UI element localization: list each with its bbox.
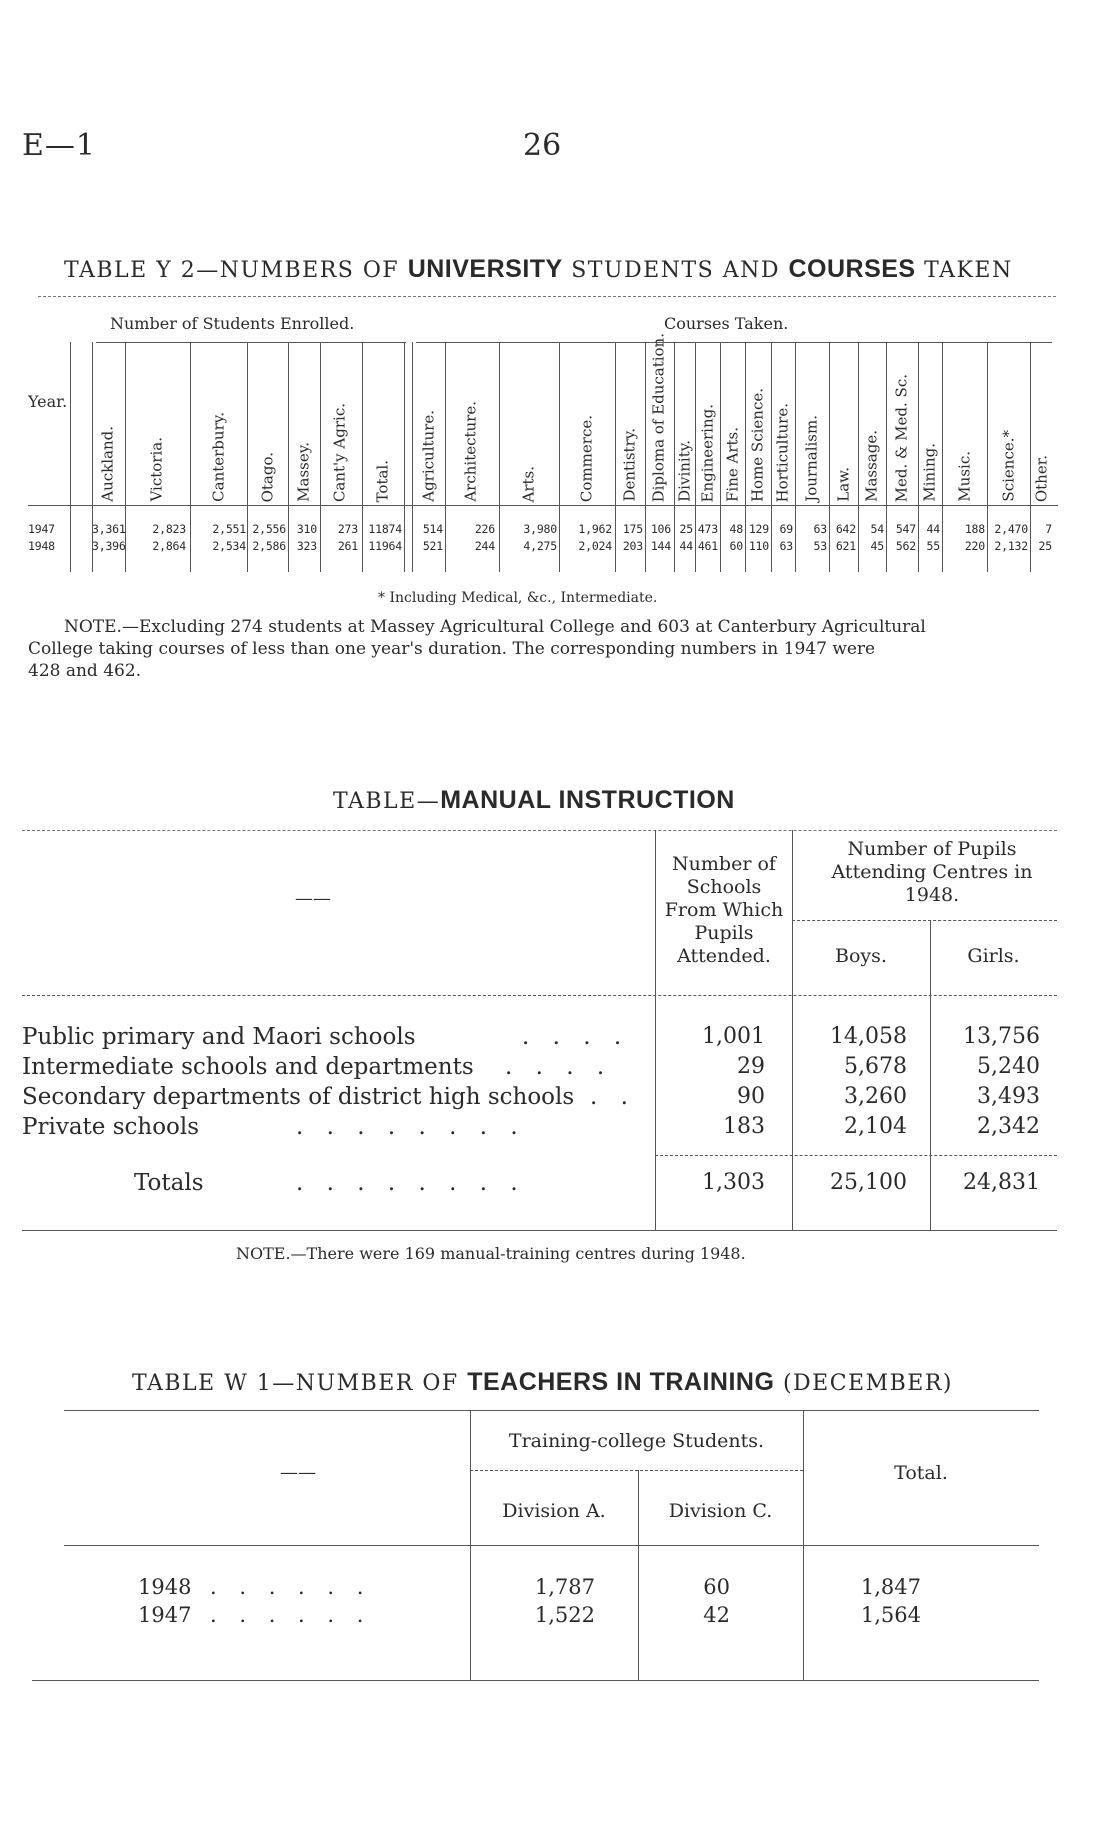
table-y2-course-cell: 461 bbox=[697, 539, 718, 553]
course-column-header bbox=[795, 342, 829, 502]
table-y2-course-cell: 7 bbox=[1045, 522, 1052, 536]
table-y2-course-cell: 175 bbox=[622, 522, 643, 536]
table-y2-course-cell: 4,275 bbox=[523, 539, 557, 553]
enrolled-column-header bbox=[190, 342, 248, 502]
table-y2-footnote: * Including Medical, &c., Intermediate. bbox=[378, 590, 658, 606]
course-column-header bbox=[886, 342, 918, 502]
table-y2-course-cell: 2,470 bbox=[994, 522, 1028, 536]
teachers-row-division-c: 60 bbox=[703, 1575, 730, 1599]
table-y2-course-cell: 25 bbox=[1038, 539, 1052, 553]
teachers-row-leader: . . . . . . bbox=[210, 1603, 372, 1627]
enrolled-column-label: Victoria. bbox=[147, 437, 165, 502]
table-y2-note bbox=[28, 616, 1068, 682]
table-y2-course-cell: 514 bbox=[422, 522, 443, 536]
course-column-header bbox=[858, 342, 886, 502]
table-y2-course-cell: 48 bbox=[729, 522, 743, 536]
enrolled-column-label: Auckland. bbox=[98, 426, 117, 502]
manual-col-boys: Boys. bbox=[835, 945, 887, 967]
table-y2-enrolled-cell: 11874 bbox=[368, 522, 402, 536]
enrolled-column-label: Cant'y Agric. bbox=[330, 402, 349, 502]
manual-title bbox=[333, 786, 735, 815]
manual-totals-boys: 25,100 bbox=[830, 1170, 907, 1195]
course-column-label: Architecture. bbox=[461, 401, 480, 502]
manual-row-girls: 5,240 bbox=[977, 1054, 1040, 1079]
table-y2-course-cell: 642 bbox=[835, 522, 856, 536]
table-y2-enrolled-cell: 11964 bbox=[368, 539, 402, 553]
table-y2-course-cell: 60 bbox=[729, 539, 743, 553]
table-y2-enrolled-cell: 323 bbox=[296, 539, 317, 553]
manual-row-schools: 29 bbox=[737, 1054, 765, 1079]
course-column-header bbox=[771, 342, 795, 502]
table-y2-course-cell: 473 bbox=[697, 522, 718, 536]
table-y2-note-line2: College taking courses of less than one year's duration. The corresponding numbers in 1947 were bbox=[28, 639, 876, 659]
table-y2-course-cell: 44 bbox=[679, 539, 693, 553]
teachers-col-a: Division A. bbox=[502, 1500, 606, 1522]
course-column-header bbox=[499, 342, 559, 502]
course-column-label: Divinity. bbox=[675, 440, 693, 502]
table-y2-course-cell: 1,962 bbox=[578, 522, 612, 536]
teachers-row-year: 1948 bbox=[138, 1575, 192, 1599]
course-column-label: Law. bbox=[834, 467, 852, 502]
course-column-header bbox=[987, 342, 1030, 502]
course-column-label: Journalism. bbox=[802, 415, 821, 502]
course-column-label: Commerce. bbox=[577, 414, 595, 502]
year-column-header: Year. bbox=[28, 392, 68, 411]
table-y2-course-cell: 25 bbox=[679, 522, 693, 536]
table-y2-course-cell: 129 bbox=[748, 522, 769, 536]
course-column-label: Diploma of Education. bbox=[649, 332, 668, 502]
teachers-title bbox=[132, 1368, 953, 1397]
enrolled-column-header bbox=[320, 342, 360, 502]
table-y2-course-cell: 521 bbox=[422, 539, 443, 553]
manual-row-schools: 183 bbox=[723, 1114, 765, 1139]
table-y2-note-line3: 428 and 462. bbox=[28, 661, 142, 681]
manual-totals-girls: 24,831 bbox=[963, 1170, 1040, 1195]
table-y2-course-cell: 547 bbox=[895, 522, 916, 536]
course-column-header bbox=[1030, 342, 1054, 502]
enrolled-column-header bbox=[125, 342, 188, 502]
course-column-label: Science.* bbox=[999, 430, 1017, 502]
table-y2-title-bold2: COURSES bbox=[788, 255, 916, 283]
table-y2-enrolled-cell: 3,361 bbox=[92, 522, 126, 536]
course-column-header bbox=[695, 342, 720, 502]
course-column-header bbox=[829, 342, 858, 502]
table-y2-title-suffix: TAKEN bbox=[924, 258, 1013, 283]
course-column-header bbox=[745, 342, 771, 502]
page-number: 26 bbox=[523, 128, 562, 163]
table-y2-course-cell: 144 bbox=[650, 539, 671, 553]
table-y2-enrolled-cell: 3,396 bbox=[92, 539, 126, 553]
course-column-header bbox=[615, 342, 645, 502]
table-y2-row-year: 1948 bbox=[28, 539, 55, 553]
table-y2-row-year: 1947 bbox=[28, 522, 55, 536]
manual-row-schools: 90 bbox=[737, 1084, 765, 1109]
table-y2-enrolled-cell: 2,864 bbox=[152, 539, 186, 553]
manual-col-schools: Number of Schools From Which Pupils Attended. bbox=[664, 853, 784, 967]
course-column-header bbox=[412, 342, 445, 502]
course-column-label: Music. bbox=[955, 451, 973, 502]
manual-row-boys: 2,104 bbox=[844, 1114, 907, 1139]
manual-row-girls: 2,342 bbox=[977, 1114, 1040, 1139]
manual-row-label: Public primary and Maori schools bbox=[22, 1024, 416, 1050]
table-y2-course-cell: 226 bbox=[474, 522, 495, 536]
course-column-label: Massage. bbox=[862, 430, 881, 502]
table-y2-course-cell: 203 bbox=[622, 539, 643, 553]
manual-row-label: Intermediate schools and departments bbox=[22, 1054, 474, 1080]
teachers-row-year: 1947 bbox=[138, 1603, 192, 1627]
course-column-label: Arts. bbox=[519, 465, 538, 502]
teachers-row-total: 1,564 bbox=[860, 1603, 921, 1627]
enrolled-column-header bbox=[288, 342, 319, 502]
manual-title-prefix: TABLE— bbox=[333, 789, 441, 814]
course-column-label: Horticulture. bbox=[773, 402, 792, 502]
teachers-row-division-c: 42 bbox=[703, 1603, 730, 1627]
courses-group-header: Courses Taken. bbox=[664, 314, 789, 333]
page-section-code: E—1 bbox=[22, 128, 96, 163]
teachers-row-division-a: 1,522 bbox=[534, 1603, 595, 1627]
teachers-row-leader: . . . . . . bbox=[210, 1575, 372, 1599]
table-y2-course-cell: 63 bbox=[779, 539, 793, 553]
course-column-header bbox=[645, 332, 673, 502]
table-y2-course-cell: 53 bbox=[813, 539, 827, 553]
manual-row-label: Secondary departments of district high schools bbox=[22, 1084, 575, 1110]
table-y2-column-rule bbox=[70, 342, 71, 572]
manual-title-bold: MANUAL INSTRUCTION bbox=[440, 786, 735, 814]
manual-row-schools: 1,001 bbox=[702, 1024, 765, 1049]
table-y2-title bbox=[64, 255, 1013, 284]
course-column-header bbox=[674, 342, 695, 502]
teachers-title-prefix: TABLE W 1—NUMBER OF bbox=[132, 1371, 459, 1396]
teachers-title-bold: TEACHERS IN TRAINING bbox=[467, 1368, 775, 1396]
manual-note: NOTE.—There were 169 manual-training centres during 1948. bbox=[236, 1244, 746, 1263]
table-y2-course-cell: 63 bbox=[813, 522, 827, 536]
course-column-label: Fine Arts. bbox=[723, 426, 741, 502]
table-y2-enrolled-cell: 273 bbox=[337, 522, 358, 536]
enrolled-column-label: Total. bbox=[373, 459, 392, 502]
enrolled-group-header: Number of Students Enrolled. bbox=[110, 314, 355, 333]
course-column-header bbox=[559, 342, 614, 502]
table-y2-course-cell: 562 bbox=[895, 539, 916, 553]
teachers-col-c: Division C. bbox=[668, 1500, 773, 1522]
table-y2-course-cell: 220 bbox=[964, 539, 985, 553]
course-column-label: Mining. bbox=[920, 443, 939, 502]
table-y2-course-cell: 188 bbox=[964, 522, 985, 536]
manual-row-boys: 14,058 bbox=[830, 1024, 907, 1049]
enrolled-column-header bbox=[247, 342, 288, 502]
enrolled-column-header bbox=[92, 342, 124, 502]
table-y2-enrolled-cell: 2,556 bbox=[252, 522, 286, 536]
table-y2-course-cell: 54 bbox=[870, 522, 884, 536]
manual-totals-schools: 1,303 bbox=[702, 1170, 765, 1195]
table-y2-title-mid: STUDENTS AND bbox=[571, 258, 780, 283]
course-column-header bbox=[720, 342, 745, 502]
manual-row-leader: . . . . bbox=[522, 1024, 630, 1050]
manual-stub-dash: —— bbox=[295, 888, 331, 909]
manual-col-pupils: Number of Pupils Attending Centres in 1948. bbox=[831, 838, 1033, 906]
course-column-label: Agriculture. bbox=[419, 410, 437, 502]
course-column-header bbox=[942, 342, 987, 502]
table-y2-course-cell: 55 bbox=[926, 539, 940, 553]
manual-totals-text: Totals bbox=[134, 1170, 204, 1196]
teachers-col-total: Total. bbox=[894, 1462, 948, 1484]
course-column-label: Home Science. bbox=[748, 387, 767, 502]
course-column-label: Other. bbox=[1032, 454, 1051, 502]
manual-row-leader: . . . . . . . . bbox=[296, 1114, 526, 1140]
table-y2-enrolled-cell: 2,534 bbox=[212, 539, 246, 553]
teachers-title-suffix: (DECEMBER) bbox=[782, 1371, 954, 1396]
table-y2-course-cell: 2,132 bbox=[994, 539, 1028, 553]
manual-col-girls: Girls. bbox=[967, 945, 1020, 967]
table-y2-course-cell: 69 bbox=[779, 522, 793, 536]
table-y2-column-rule bbox=[404, 342, 405, 572]
enrolled-column-label: Massey. bbox=[294, 442, 312, 502]
manual-totals-label bbox=[134, 1170, 204, 1196]
enrolled-column-label: Otago. bbox=[258, 451, 276, 502]
course-column-header bbox=[445, 342, 497, 502]
manual-row-leader: . . . . bbox=[505, 1054, 613, 1080]
teachers-stub-dash: —— bbox=[280, 1462, 316, 1483]
table-y2-course-cell: 621 bbox=[835, 539, 856, 553]
table-y2-course-cell: 244 bbox=[474, 539, 495, 553]
table-y2-enrolled-cell: 2,823 bbox=[152, 522, 186, 536]
enrolled-column-header bbox=[362, 342, 404, 502]
manual-row-label: Private schools bbox=[22, 1114, 200, 1140]
table-y2-course-cell: 44 bbox=[926, 522, 940, 536]
course-column-label: Dentistry. bbox=[620, 428, 639, 502]
table-y2-course-cell: 45 bbox=[870, 539, 884, 553]
teachers-row-division-a: 1,787 bbox=[534, 1575, 595, 1599]
table-y2-course-cell: 2,024 bbox=[578, 539, 612, 553]
table-y2-enrolled-cell: 2,586 bbox=[252, 539, 286, 553]
manual-row-leader: . . bbox=[590, 1084, 636, 1110]
table-y2-enrolled-cell: 2,551 bbox=[212, 522, 246, 536]
table-y2-course-cell: 106 bbox=[650, 522, 671, 536]
manual-totals-leader: . . . . . . . . bbox=[296, 1170, 526, 1196]
course-column-label: Med. & Med. Sc. bbox=[892, 373, 911, 502]
table-y2-course-cell: 3,980 bbox=[523, 522, 557, 536]
manual-row-girls: 3,493 bbox=[977, 1084, 1040, 1109]
course-column-label: Engineering. bbox=[698, 403, 716, 502]
table-y2-enrolled-cell: 261 bbox=[337, 539, 358, 553]
table-y2-note-line1: NOTE.—Excluding 274 students at Massey Agricultural College and 603 at Canterbury Agricultural bbox=[64, 617, 926, 637]
table-y2-title-bold1: UNIVERSITY bbox=[407, 255, 563, 283]
manual-row-boys: 3,260 bbox=[844, 1084, 907, 1109]
teachers-col-group: Training-college Students. bbox=[508, 1430, 765, 1452]
table-y2-title-prefix: TABLE Y 2—NUMBERS OF bbox=[64, 258, 400, 283]
table-y2-enrolled-cell: 310 bbox=[296, 522, 317, 536]
course-column-header bbox=[918, 342, 942, 502]
table-y2-course-cell: 110 bbox=[748, 539, 769, 553]
teachers-row-total: 1,847 bbox=[860, 1575, 921, 1599]
manual-row-girls: 13,756 bbox=[963, 1024, 1040, 1049]
manual-row-boys: 5,678 bbox=[844, 1054, 907, 1079]
enrolled-column-label: Canterbury. bbox=[209, 412, 228, 502]
